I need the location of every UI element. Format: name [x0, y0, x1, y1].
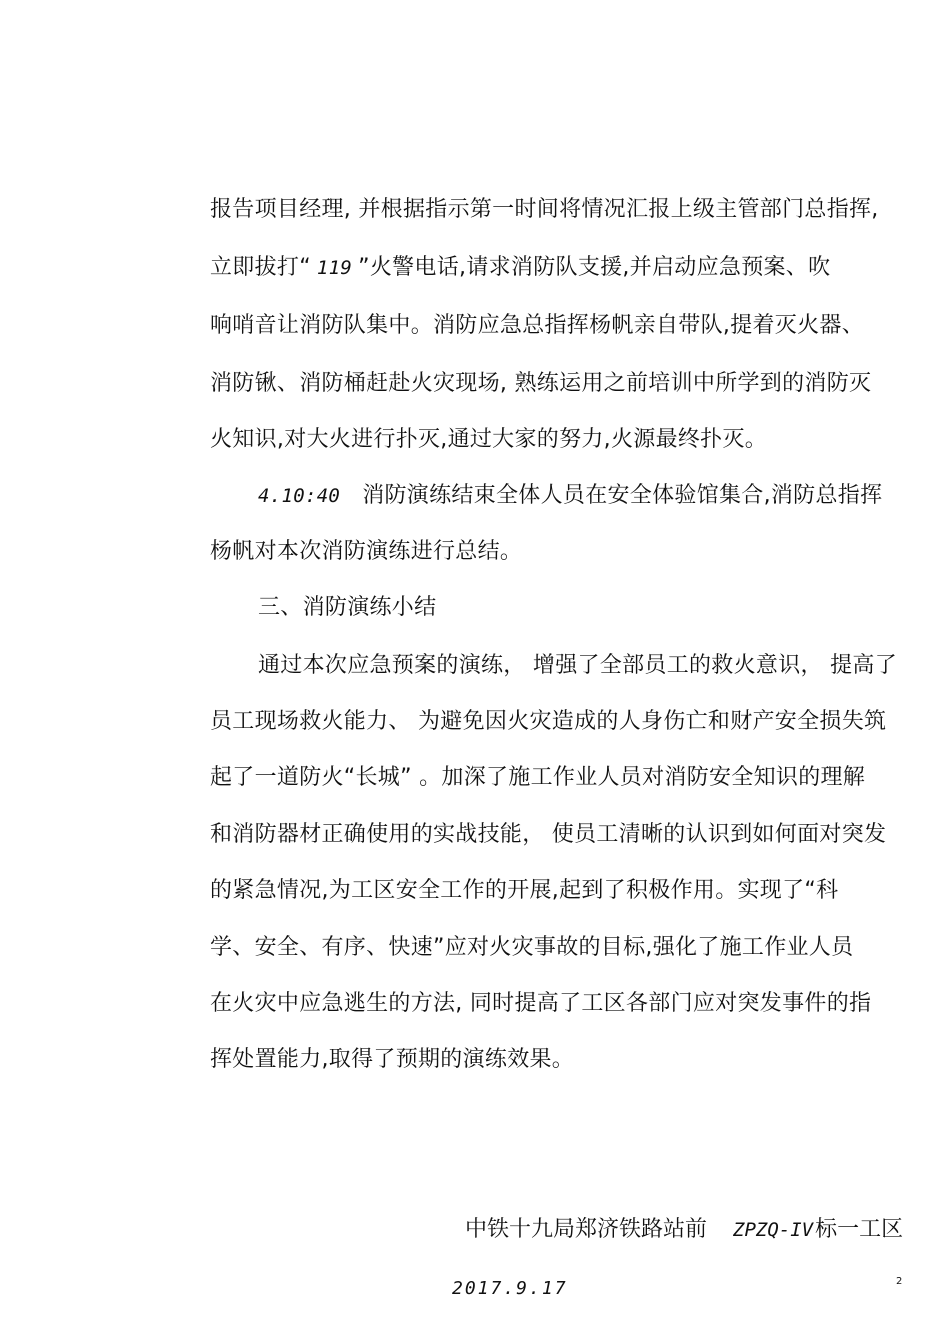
paragraph-line: 报告项目经理, 并根据指示第一时间将情况汇报上级主管部门总指挥, [210, 197, 879, 222]
section-heading: 三、消防演练小结 [258, 595, 437, 620]
signature-code: ZPZQ-IV [733, 1219, 814, 1241]
step-4-line [258, 481, 882, 511]
paragraph-line [210, 253, 830, 283]
step-4-continuation: 杨帆对本次消防演练进行总结。 [210, 539, 523, 564]
summary-line: 员工现场救火能力、 为避免因火灾造成的人身伤亡和财产安全损失筑 [210, 709, 887, 734]
signature-org [465, 1215, 903, 1245]
summary-line: 和消防器材正确使用的实战技能， 使员工清晰的认识到如何面对突发 [210, 822, 887, 847]
summary-line: 通过本次应急预案的演练， 增强了全部员工的救火意识， 提高了 [258, 653, 897, 678]
paragraph-line: 消防锹、消防桶赶赴火灾现场, 熟练运用之前培训中所学到的消防灭 [210, 371, 872, 396]
signature-org-name: 中铁十九局郑济铁路站前 [465, 1217, 708, 1242]
paragraph-line: 火知识,对大火进行扑灭,通过大家的努力,火源最终扑灭。 [210, 427, 768, 452]
summary-line: 挥处置能力,取得了预期的演练效果。 [210, 1047, 575, 1072]
paragraph-text: 立即拔打“ [210, 255, 311, 280]
summary-line: 起了一道防火“长城” 。加深了施工作业人员对消防安全知识的理解 [210, 765, 866, 790]
signature-suffix: 标一工区 [815, 1217, 904, 1242]
emergency-number: 119 [316, 257, 353, 279]
signature-date: 2017.9.17 [452, 1278, 568, 1299]
paragraph-line: 响哨音让消防队集中。消防应急总指挥杨帆亲自带队,提着灭火器、 [210, 313, 864, 338]
step-text: 消防演练结束全体人员在安全体验馆集合,消防总指挥 [362, 483, 883, 508]
paragraph-text: ”火警电话,请求消防队支援,并启动应急预案、吹 [358, 255, 831, 280]
summary-line: 的紧急情况,为工区安全工作的开展,起到了积极作用。实现了“科 [210, 878, 839, 903]
summary-line: 在火灾中应急逃生的方法, 同时提高了工区各部门应对突发事件的指 [210, 991, 872, 1016]
page-number: 2 [896, 1276, 903, 1287]
step-time: 4.10:40 [258, 485, 341, 507]
summary-line: 学、安全、有序、快速”应对火灾事故的目标,强化了施工作业人员 [210, 935, 854, 960]
